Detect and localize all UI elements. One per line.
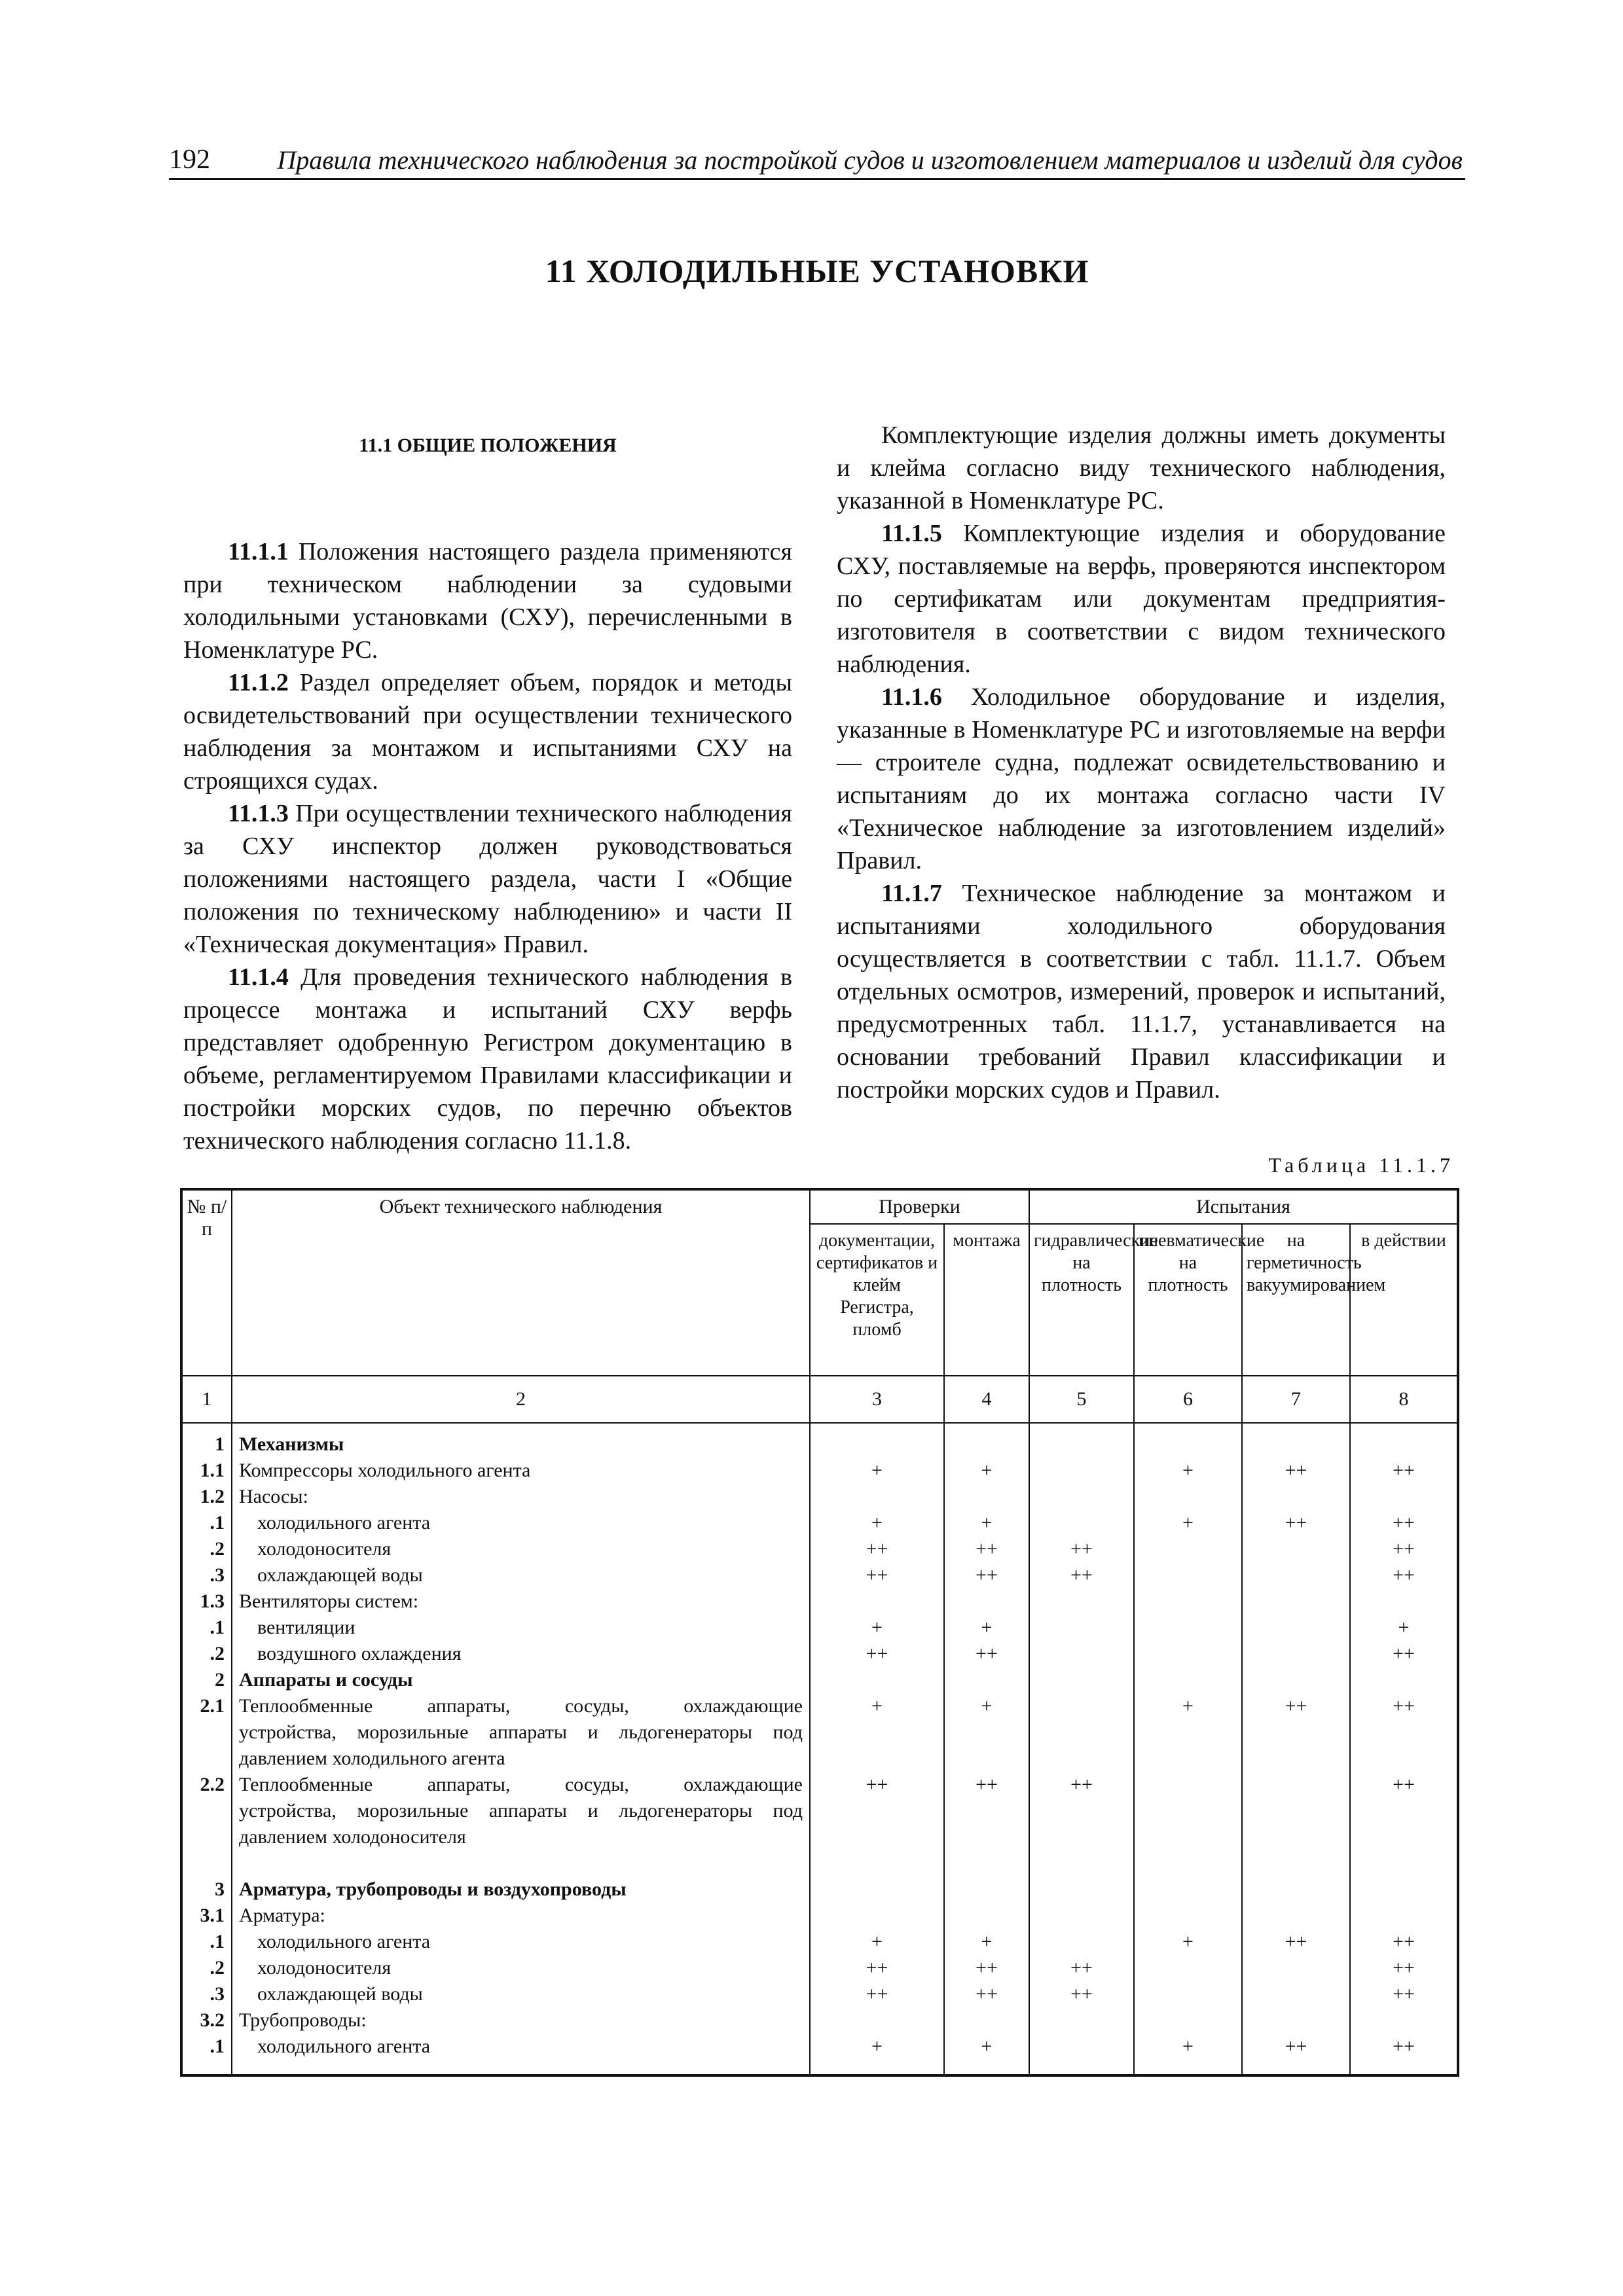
row-number: 1.3: [200, 1590, 225, 1612]
row-object: Арматура, трубопроводы и воздухопроводы: [239, 1878, 627, 1900]
clause-paragraph: [837, 517, 1446, 681]
row-mark: ++: [1070, 1957, 1093, 1979]
table-spacer: [183, 1719, 231, 1746]
row-mark: [811, 1484, 943, 1510]
row-mark: [1135, 2007, 1241, 2034]
row-mark: ++: [866, 1643, 888, 1664]
row-mark: +: [1182, 1512, 1194, 1534]
row-mark: [1135, 1431, 1241, 1458]
row-object: Насосы:: [239, 1486, 308, 1507]
row-mark: ++: [1393, 1460, 1415, 1481]
table-spacer: [1351, 1746, 1457, 1772]
row-mark: [1030, 1876, 1133, 1903]
table-spacer: [945, 1746, 1029, 1772]
row-mark: +: [1182, 2036, 1194, 2057]
row-mark: [1243, 1484, 1349, 1510]
row-mark: +: [1182, 1695, 1194, 1717]
row-number: .3: [210, 1983, 225, 2005]
intro-paragraph: Комплектующие изделия должны иметь документы и клейма согласно виду технического наблюдения, указанной в Номенклатуре РС.: [837, 422, 1446, 514]
table-spacer: [1243, 1798, 1349, 1824]
row-number: 2: [215, 1669, 225, 1691]
pneumatic-column: [1134, 1423, 1242, 2075]
row-mark: [811, 1431, 943, 1458]
table-spacer: [1135, 1824, 1241, 1850]
row-mark: [1243, 1981, 1349, 2007]
row-mark: +: [871, 2036, 883, 2057]
row-mark: ++: [1285, 1460, 1307, 1481]
column-number: 8: [1350, 1376, 1458, 1423]
row-mark: [1030, 1458, 1133, 1484]
table-spacer: [1030, 1798, 1133, 1824]
row-mark: [811, 2007, 943, 2034]
table-spacer: [1351, 1824, 1457, 1850]
row-mark: ++: [1393, 1983, 1415, 2005]
clause-number: 11.1.4: [228, 963, 289, 991]
row-mark: [1030, 1693, 1133, 1719]
row-object: Трубопроводы:: [239, 2009, 367, 2031]
clause-text: Раздел определяет объем, порядок и методы освидетельствований при осуществлении технического наблюдения за монтажом и испытаниями СХУ на строящихся судах.: [183, 669, 792, 795]
table-spacer: [945, 1850, 1029, 1876]
row-mark: ++: [866, 1538, 888, 1560]
row-mark: [1135, 1667, 1241, 1693]
row-object: холодоносителя: [257, 1957, 392, 1979]
table-spacer: [1243, 1850, 1349, 1876]
row-object-continuation: устройства, морозильные аппараты и льдогенераторы под: [239, 1800, 803, 1821]
table-spacer: [183, 1746, 231, 1772]
row-mark: [1243, 1876, 1349, 1903]
row-mark: [1243, 1588, 1349, 1615]
row-mark: [1030, 1431, 1133, 1458]
column-number: 3: [810, 1376, 944, 1423]
row-object: охлаждающей воды: [257, 1564, 423, 1586]
row-mark: [1030, 2034, 1133, 2060]
table-spacer: [1030, 1824, 1133, 1850]
row-mark: [1243, 1615, 1349, 1641]
row-mark: [1030, 1667, 1133, 1693]
table-caption: Таблица 11.1.7: [1268, 1153, 1454, 1177]
row-mark: ++: [1070, 1538, 1093, 1560]
row-mark: ++: [1285, 2036, 1307, 2057]
table-spacer: [1351, 1798, 1457, 1824]
row-mark: ++: [976, 1643, 998, 1664]
row-mark: ++: [976, 1957, 998, 1979]
num-column: [181, 1423, 232, 2075]
row-mark: [811, 1876, 943, 1903]
table-spacer: [183, 1850, 231, 1876]
clause-paragraph: [837, 877, 1446, 1106]
table-spacer: [811, 1850, 943, 1876]
row-mark: ++: [976, 1538, 998, 1560]
row-object: холодильного агента: [257, 2036, 431, 2057]
row-object: холодоносителя: [257, 1538, 392, 1560]
table-spacer: [811, 1746, 943, 1772]
table-spacer: [1135, 1798, 1241, 1824]
row-mark: ++: [976, 1774, 998, 1795]
docs-column: [810, 1423, 944, 2075]
row-mark: [811, 1667, 943, 1693]
row-mark: [1135, 1484, 1241, 1510]
row-mark: ++: [1393, 1931, 1415, 1952]
running-header-title: Правила технического наблюдения за постройкой судов и изготовлением материалов и изделий для судов: [277, 145, 1463, 175]
row-number: .1: [210, 2036, 225, 2057]
install-column: [944, 1423, 1029, 2075]
clause-number: 11.1.2: [228, 669, 289, 696]
row-mark: [945, 1484, 1029, 1510]
row-number: 1.1: [200, 1460, 225, 1481]
row-object-continuation: устройства, морозильные аппараты и льдогенераторы под: [239, 1721, 803, 1743]
table-spacer: [811, 1719, 943, 1746]
row-mark: [1135, 1772, 1241, 1798]
row-mark: [1351, 1876, 1457, 1903]
row-object: Вентиляторы систем:: [239, 1590, 419, 1612]
clause-number: 11.1.6: [881, 683, 942, 711]
clause-paragraph: [183, 535, 792, 666]
clause-number: 11.1.1: [228, 538, 289, 565]
row-mark: ++: [1070, 1774, 1093, 1795]
row-mark: [945, 1876, 1029, 1903]
row-mark: ++: [1393, 1695, 1415, 1717]
right-column: [837, 419, 1446, 1106]
object-column: [232, 1423, 810, 2075]
row-mark: [1243, 1772, 1349, 1798]
row-mark: [1135, 1562, 1241, 1588]
row-mark: [1030, 1903, 1133, 1929]
table-spacer: [1351, 1850, 1457, 1876]
row-mark: [1030, 1641, 1133, 1667]
row-number: .3: [210, 1564, 225, 1586]
row-mark: [1135, 1536, 1241, 1562]
column-number-row: [181, 1376, 1458, 1423]
row-mark: [1243, 2007, 1349, 2034]
row-mark: [811, 1903, 943, 1929]
row-mark: ++: [866, 1957, 888, 1979]
row-mark: [1030, 1510, 1133, 1536]
row-mark: [1135, 1981, 1241, 2007]
row-mark: ++: [1393, 1643, 1415, 1664]
row-mark: ++: [1393, 2036, 1415, 2057]
inspection-table: [180, 1188, 1459, 2077]
header-checks: Проверки: [810, 1189, 1029, 1224]
row-mark: +: [871, 1931, 883, 1952]
row-mark: [1030, 1929, 1133, 1955]
header-docs: документации, сертификатов и клейм Регистра, пломб: [810, 1224, 944, 1376]
row-number: .1: [210, 1931, 225, 1952]
column-number: 7: [1242, 1376, 1350, 1423]
row-number: .2: [210, 1957, 225, 1979]
row-mark: ++: [866, 1983, 888, 2005]
row-object: Компрессоры холодильного агента: [239, 1460, 531, 1481]
table-spacer: [1243, 1824, 1349, 1850]
row-number: 1.2: [200, 1486, 225, 1507]
row-mark: ++: [1393, 1957, 1415, 1979]
row-object: Аппараты и сосуды: [239, 1669, 413, 1691]
row-object: Теплообменные аппараты, сосуды, охлаждающие: [239, 1695, 803, 1717]
row-mark: [1135, 1955, 1241, 1981]
vacuum-column: [1242, 1423, 1350, 2075]
row-mark: ++: [1393, 1774, 1415, 1795]
header-tests: Испытания: [1029, 1189, 1458, 1224]
table-spacer: [183, 1798, 231, 1824]
row-object: холодильного агента: [257, 1512, 431, 1534]
row-mark: [1243, 1562, 1349, 1588]
row-object: Механизмы: [239, 1433, 344, 1455]
table-spacer: [811, 1824, 943, 1850]
row-mark: [945, 1667, 1029, 1693]
header-vacuum: на герметичность вакуумированием: [1242, 1224, 1350, 1376]
table-spacer: [1243, 1746, 1349, 1772]
row-mark: +: [981, 2036, 993, 2057]
table-spacer: [1243, 1719, 1349, 1746]
action-column: [1350, 1423, 1458, 2075]
row-object: Теплообменные аппараты, сосуды, охлаждающие: [239, 1774, 803, 1795]
page-number: 192: [169, 145, 210, 175]
row-number: 3.2: [200, 2009, 225, 2031]
row-mark: +: [981, 1931, 993, 1952]
row-mark: +: [1182, 1931, 1194, 1952]
row-mark: ++: [1393, 1538, 1415, 1560]
table-body-row: [181, 1423, 1458, 2075]
table-spacer: [1030, 1746, 1133, 1772]
row-object: холодильного агента: [257, 1931, 431, 1952]
table-spacer: [232, 1850, 809, 1876]
row-mark: +: [871, 1695, 883, 1717]
row-object-continuation: давлением холодоносителя: [239, 1826, 466, 1848]
row-mark: [945, 1588, 1029, 1615]
clause-text: Для проведения технического наблюдения в процессе монтажа и испытаний СХУ верфь представляет одобренную Регистром документацию в объеме, регламентируемом Правилами классификации и постройки морских судов, по перечню объектов технического наблюдения согласно 11.1.8.: [183, 963, 793, 1155]
column-number: 1: [181, 1376, 232, 1423]
row-mark: ++: [1393, 1564, 1415, 1586]
clause-paragraph: [183, 666, 792, 797]
table-spacer: [183, 1824, 231, 1850]
row-mark: +: [871, 1617, 883, 1638]
row-mark: [1030, 2007, 1133, 2034]
row-object: воздушного охлаждения: [257, 1643, 462, 1664]
row-mark: [1243, 1667, 1349, 1693]
hydraulic-column: [1029, 1423, 1134, 2075]
row-object: вентиляции: [257, 1617, 356, 1638]
row-number: 1: [215, 1433, 225, 1455]
subsection-heading: 11.1 ОБЩИЕ ПОЛОЖЕНИЯ: [359, 435, 617, 456]
row-mark: +: [981, 1460, 993, 1481]
clause-text: Холодильное оборудование и изделия, указанные в Номенклатуре РС и изготовляемые на верфи — строителе судна, подлежат освидетельствованию и испытаниям до их монтажа согласно части IV «Техническое наблюдение за изготовлением изделий» Правил.: [837, 683, 1446, 874]
row-number: .1: [210, 1617, 225, 1638]
row-mark: ++: [976, 1983, 998, 2005]
row-mark: [1135, 1641, 1241, 1667]
row-mark: [811, 1588, 943, 1615]
row-mark: [1243, 1641, 1349, 1667]
table-spacer: [945, 1824, 1029, 1850]
row-mark: +: [981, 1617, 993, 1638]
table-spacer: [1351, 1719, 1457, 1746]
row-mark: [1243, 1536, 1349, 1562]
row-mark: ++: [1285, 1931, 1307, 1952]
clause-paragraph: [183, 797, 792, 961]
table-spacer: [945, 1798, 1029, 1824]
row-mark: [1030, 1588, 1133, 1615]
row-mark: [1030, 1484, 1133, 1510]
table-spacer: [1030, 1850, 1133, 1876]
column-number: 2: [232, 1376, 810, 1423]
clause-text: Комплектующие изделия и оборудование СХУ, поставляемые на верфь, проверяются инспектором по сертификатам или документам предприятия-изготовителя в соответствии с видом технического наблюдения.: [837, 520, 1446, 678]
header-action: в действии: [1350, 1224, 1458, 1376]
row-mark: [1135, 1588, 1241, 1615]
row-mark: +: [981, 1512, 993, 1534]
row-number: .1: [210, 1512, 225, 1534]
row-mark: +: [981, 1695, 993, 1717]
clause-number: 11.1.5: [881, 520, 942, 547]
row-number: 3: [215, 1878, 225, 1900]
clause-number: 11.1.3: [228, 800, 289, 827]
column-number: 4: [944, 1376, 1029, 1423]
row-number: 2.1: [200, 1695, 225, 1717]
row-mark: [1351, 1431, 1457, 1458]
clause-text: При осуществлении технического наблюдения за СХУ инспектор должен руководствоваться положениями настоящего раздела, части I «Общие положения по техническому наблюдению» и части II «Техническая документация» Правил.: [183, 800, 793, 958]
row-mark: [1135, 1615, 1241, 1641]
row-mark: +: [1398, 1617, 1410, 1638]
clause-text: Техническое наблюдение за монтажом и испытаниями холодильного оборудования осуществляется в соответствии с табл. 11.1.7. Объем отдельных осмотров, измерений, проверок и испытаний, предусмотренных табл. 11.1.7, устанавливается на основании требований Правил классификации и постройки морских судов и Правил.: [837, 880, 1446, 1103]
header-num: № п/п: [181, 1189, 232, 1376]
table-spacer: [1030, 1719, 1133, 1746]
section-title: 11 ХОЛОДИЛЬНЫЕ УСТАНОВКИ: [545, 253, 1089, 289]
row-mark: ++: [866, 1564, 888, 1586]
row-mark: [1351, 1667, 1457, 1693]
header-install: монтажа: [944, 1224, 1029, 1376]
row-mark: ++: [1285, 1695, 1307, 1717]
header-pneumatic: пневматические на плотность: [1134, 1224, 1242, 1376]
row-mark: ++: [866, 1774, 888, 1795]
row-mark: [1030, 1615, 1133, 1641]
row-mark: +: [871, 1460, 883, 1481]
column-number: 5: [1029, 1376, 1134, 1423]
table-spacer: [1135, 1719, 1241, 1746]
row-mark: ++: [1285, 1512, 1307, 1534]
header-object: Объект технического наблюдения: [232, 1189, 810, 1376]
row-mark: [945, 1903, 1029, 1929]
clause-text: Положения настоящего раздела применяются при техническом наблюдении за судовыми холодильными установками (СХУ), перечисленными в Номенклатуре РС.: [183, 538, 792, 664]
row-object: Арматура:: [239, 1905, 325, 1926]
row-number: .2: [210, 1643, 225, 1664]
table-spacer: [1135, 1850, 1241, 1876]
row-mark: ++: [1070, 1983, 1093, 2005]
row-mark: [1243, 1903, 1349, 1929]
row-object: охлаждающей воды: [257, 1983, 423, 2005]
row-mark: +: [871, 1512, 883, 1534]
row-mark: [1351, 2007, 1457, 2034]
clause-number: 11.1.7: [881, 880, 942, 907]
row-mark: [945, 2007, 1029, 2034]
row-number: 2.2: [200, 1774, 225, 1795]
row-mark: [1351, 1484, 1457, 1510]
row-mark: ++: [1070, 1564, 1093, 1586]
row-object-continuation: давлением холодильного агента: [239, 1748, 505, 1769]
row-mark: [1351, 1903, 1457, 1929]
row-mark: +: [1182, 1460, 1194, 1481]
row-number: 3.1: [200, 1905, 225, 1926]
clause-paragraph: [837, 681, 1446, 877]
row-mark: [1135, 1903, 1241, 1929]
row-mark: [945, 1431, 1029, 1458]
row-mark: [1243, 1431, 1349, 1458]
row-mark: [1351, 1588, 1457, 1615]
row-number: .2: [210, 1538, 225, 1560]
row-mark: [1243, 1955, 1349, 1981]
row-mark: [1135, 1876, 1241, 1903]
running-header: [169, 145, 1465, 180]
header-hydraulic: гидравлические на плотность: [1029, 1224, 1134, 1376]
clause-paragraph: [183, 961, 792, 1157]
row-mark: ++: [976, 1564, 998, 1586]
column-number: 6: [1134, 1376, 1242, 1423]
table-spacer: [945, 1719, 1029, 1746]
left-column: [183, 419, 792, 1157]
table-spacer: [1135, 1746, 1241, 1772]
row-mark: ++: [1393, 1512, 1415, 1534]
table-spacer: [811, 1798, 943, 1824]
